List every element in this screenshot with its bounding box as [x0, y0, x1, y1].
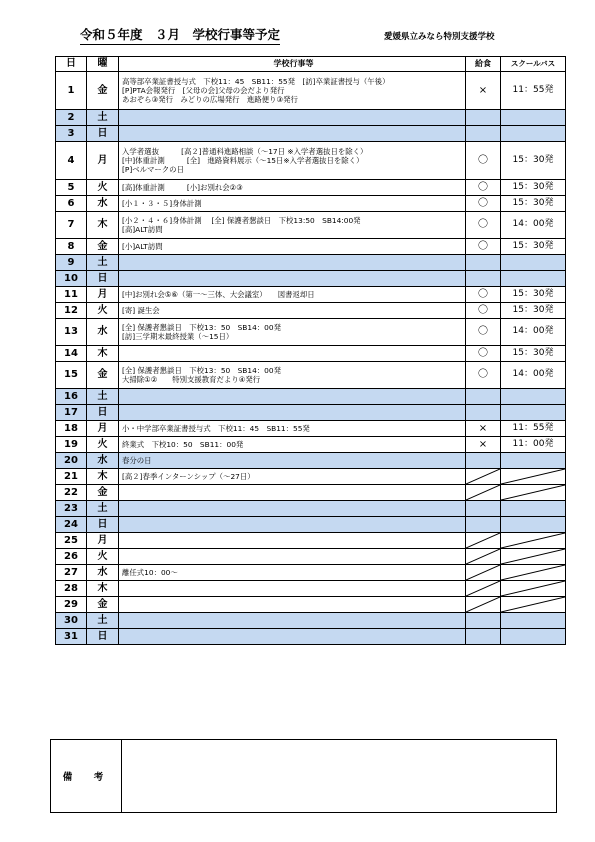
weekday: 火: [87, 549, 119, 565]
slash-mark: [466, 581, 500, 596]
weekday: 日: [87, 126, 119, 142]
slash-mark: [501, 565, 565, 580]
schedule-body: [56, 72, 566, 645]
weekday: 土: [87, 255, 119, 271]
event-line: 終業式 下校10：50 SB11：00発: [122, 439, 244, 449]
event-line: [訪]三学期末最終授業（～15日）: [122, 332, 234, 341]
schedule-row: [56, 581, 566, 597]
schedule-row: [56, 389, 566, 405]
lunch-mark: [466, 255, 501, 271]
weekday: 水: [87, 453, 119, 469]
events-cell: [119, 597, 466, 613]
event-line: [小１・３・５]身体計測: [122, 198, 202, 208]
lunch-mark: [466, 485, 501, 501]
events-cell: [119, 346, 466, 362]
slash-mark: [501, 549, 565, 564]
events-cell: [119, 362, 466, 389]
lunch-mark: 〇: [466, 212, 501, 239]
bus-time: 15：30発: [501, 196, 566, 212]
bus-time: [501, 453, 566, 469]
weekday: 月: [87, 421, 119, 437]
bus-time: [501, 485, 566, 501]
schedule-row: [56, 142, 566, 180]
weekday: 水: [87, 565, 119, 581]
slash-mark: [501, 581, 565, 596]
bus-time: 15：30発: [501, 303, 566, 319]
bus-time: [501, 629, 566, 645]
weekday: 火: [87, 437, 119, 453]
column-header-bus: スクールバス: [501, 57, 566, 72]
schedule-row: [56, 437, 566, 453]
schedule-row: [56, 72, 566, 110]
school-name: 愛媛県立みなら特別支援学校: [384, 32, 495, 42]
event-line: [中]お別れ会⑤⑥（第一～三体、大会議室） 図書返却日: [122, 289, 315, 299]
day-number: 4: [56, 142, 87, 180]
events-cell: [119, 389, 466, 405]
schedule-row: [56, 517, 566, 533]
notes-box: [50, 739, 557, 813]
events-cell: [119, 271, 466, 287]
bus-time: [501, 581, 566, 597]
event-line: 大掃除①② 特別支援教育だより④発行: [122, 375, 261, 384]
weekday: 木: [87, 212, 119, 239]
events-cell: [119, 613, 466, 629]
weekday: 火: [87, 180, 119, 196]
schedule-row: [56, 319, 566, 346]
day-number: 7: [56, 212, 87, 239]
lunch-mark: 〇: [466, 362, 501, 389]
lunch-mark: [466, 389, 501, 405]
event-line: [中]体重計測 [全] 進路資料展示（～15日※入学者選抜日を除く）: [122, 155, 364, 165]
weekday: 月: [87, 287, 119, 303]
schedule-row: [56, 271, 566, 287]
events-cell: [119, 469, 466, 485]
events-cell: [119, 303, 466, 319]
day-number: 31: [56, 629, 87, 645]
schedule-row: [56, 362, 566, 389]
schedule-table: [55, 56, 566, 645]
schedule-row: [56, 501, 566, 517]
day-number: 26: [56, 549, 87, 565]
schedule-row: [56, 180, 566, 196]
day-number: 13: [56, 319, 87, 346]
event-line: [高]ALT訪問: [122, 225, 163, 234]
bus-time: 14：00発: [501, 362, 566, 389]
schedule-row: [56, 212, 566, 239]
day-number: 15: [56, 362, 87, 389]
day-number: 19: [56, 437, 87, 453]
schedule-row: [56, 239, 566, 255]
day-number: 14: [56, 346, 87, 362]
lunch-mark: ×: [466, 421, 501, 437]
bus-time: [501, 549, 566, 565]
day-number: 25: [56, 533, 87, 549]
schedule-row: [56, 629, 566, 645]
day-number: 18: [56, 421, 87, 437]
day-number: 21: [56, 469, 87, 485]
events-cell: [119, 180, 466, 196]
day-number: 24: [56, 517, 87, 533]
schedule-row: [56, 126, 566, 142]
weekday: 土: [87, 110, 119, 126]
bus-time: [501, 405, 566, 421]
weekday: 月: [87, 142, 119, 180]
event-line: 離任式10：00～: [122, 567, 178, 577]
schedule-row: [56, 597, 566, 613]
column-header-events: 学校行事等: [119, 57, 466, 72]
day-number: 27: [56, 565, 87, 581]
event-line: [小]ALT訪問: [122, 241, 163, 251]
events-cell: [119, 517, 466, 533]
lunch-mark: 〇: [466, 346, 501, 362]
events-cell: [119, 421, 466, 437]
lunch-mark: [466, 597, 501, 613]
events-cell: [119, 196, 466, 212]
day-number: 12: [56, 303, 87, 319]
day-number: 22: [56, 485, 87, 501]
event-line: 高等部卒業証書授与式 下校11：45 SB11：55発 [訪]卒業証書授与（午後）: [122, 76, 390, 86]
events-cell: [119, 565, 466, 581]
weekday: 日: [87, 405, 119, 421]
weekday: 木: [87, 581, 119, 597]
weekday: 金: [87, 362, 119, 389]
lunch-mark: [466, 405, 501, 421]
schedule-row: [56, 453, 566, 469]
bus-time: 11：55発: [501, 72, 566, 110]
event-line: [全] 保護者懇談日 下校13：50 SB14：00発: [122, 365, 281, 375]
bus-time: [501, 613, 566, 629]
weekday: 土: [87, 613, 119, 629]
lunch-mark: 〇: [466, 180, 501, 196]
slash-mark: [466, 549, 500, 564]
events-cell: [119, 110, 466, 126]
column-header-lunch: 給食: [466, 57, 501, 72]
bus-time: [501, 533, 566, 549]
events-cell: [119, 142, 466, 180]
events-cell: [119, 501, 466, 517]
schedule-row: [56, 533, 566, 549]
weekday: 金: [87, 239, 119, 255]
weekday: 木: [87, 469, 119, 485]
day-number: 1: [56, 72, 87, 110]
events-cell: [119, 239, 466, 255]
lunch-mark: 〇: [466, 142, 501, 180]
page-title: 令和５年度 ３月 学校行事等予定: [80, 27, 280, 45]
schedule-row: [56, 405, 566, 421]
weekday: 木: [87, 346, 119, 362]
bus-time: 15：30発: [501, 239, 566, 255]
schedule-row: [56, 485, 566, 501]
weekday: 日: [87, 271, 119, 287]
bus-time: 15：30発: [501, 287, 566, 303]
schedule-row: [56, 421, 566, 437]
bus-time: 14：00発: [501, 319, 566, 346]
day-number: 9: [56, 255, 87, 271]
notes-label: 備 考: [51, 740, 122, 813]
weekday: 水: [87, 319, 119, 346]
events-cell: [119, 629, 466, 645]
events-cell: [119, 405, 466, 421]
lunch-mark: 〇: [466, 239, 501, 255]
event-line: [P]PTA会報発行 [父母の会]父母の会だより発行: [122, 85, 285, 95]
day-number: 3: [56, 126, 87, 142]
schedule-row: [56, 613, 566, 629]
lunch-mark: [466, 110, 501, 126]
schedule-row: [56, 255, 566, 271]
bus-time: 11：55発: [501, 421, 566, 437]
events-cell: [119, 485, 466, 501]
day-number: 6: [56, 196, 87, 212]
event-line: [高]体重計測 [小]お別れ会②③: [122, 182, 243, 192]
day-number: 20: [56, 453, 87, 469]
slash-mark: [466, 597, 500, 612]
slash-mark: [466, 469, 500, 484]
lunch-mark: [466, 581, 501, 597]
schedule-header-row: [56, 57, 566, 72]
bus-time: 11：00発: [501, 437, 566, 453]
events-cell: [119, 287, 466, 303]
event-line: 小・中学部卒業証書授与式 下校11：45 SB11：55発: [122, 423, 310, 433]
schedule-row: [56, 196, 566, 212]
event-line: あおぞら③発行 みどりの広場発行 進路便り③発行: [122, 95, 298, 105]
lunch-mark: [466, 517, 501, 533]
event-line: [寄] 誕生会: [122, 305, 160, 315]
slash-mark: [501, 533, 565, 548]
weekday: 金: [87, 597, 119, 613]
schedule-row: [56, 346, 566, 362]
bus-time: [501, 271, 566, 287]
slash-mark: [466, 565, 500, 580]
lunch-mark: ×: [466, 72, 501, 110]
bus-time: [501, 597, 566, 613]
events-cell: [119, 319, 466, 346]
notes-content: [122, 740, 557, 813]
bus-time: [501, 110, 566, 126]
column-header-day: 日: [56, 57, 87, 72]
event-line: [全] 保護者懇談日 下校13：50 SB14：00発: [122, 322, 281, 332]
day-number: 17: [56, 405, 87, 421]
slash-mark: [501, 485, 565, 500]
weekday: 土: [87, 501, 119, 517]
column-header-weekday: 曜: [87, 57, 119, 72]
weekday: 金: [87, 72, 119, 110]
schedule-row: [56, 287, 566, 303]
schedule-row: [56, 565, 566, 581]
events-cell: [119, 255, 466, 271]
event-line: [小２・４・６]身体計測 [全] 保護者懇談日 下校13:50 SB14:00発: [122, 215, 361, 225]
day-number: 29: [56, 597, 87, 613]
slash-mark: [501, 469, 565, 484]
lunch-mark: ×: [466, 437, 501, 453]
events-cell: [119, 549, 466, 565]
lunch-mark: [466, 549, 501, 565]
day-number: 23: [56, 501, 87, 517]
bus-time: 15：30発: [501, 180, 566, 196]
event-line: [高２]春季インターンシップ（～27日）: [122, 471, 255, 481]
weekday: 水: [87, 196, 119, 212]
lunch-mark: [466, 629, 501, 645]
day-number: 5: [56, 180, 87, 196]
weekday: 火: [87, 303, 119, 319]
lunch-mark: [466, 126, 501, 142]
lunch-mark: 〇: [466, 319, 501, 346]
slash-mark: [466, 533, 500, 548]
lunch-mark: 〇: [466, 287, 501, 303]
events-cell: [119, 72, 466, 110]
day-number: 16: [56, 389, 87, 405]
events-cell: [119, 453, 466, 469]
lunch-mark: [466, 533, 501, 549]
event-line: [P]ベルマークの日: [122, 165, 184, 175]
day-number: 30: [56, 613, 87, 629]
bus-time: [501, 517, 566, 533]
lunch-mark: [466, 271, 501, 287]
bus-time: [501, 126, 566, 142]
event-line: 春分の日: [122, 455, 152, 465]
slash-mark: [466, 485, 500, 500]
bus-time: [501, 501, 566, 517]
lunch-mark: [466, 469, 501, 485]
lunch-mark: [466, 565, 501, 581]
lunch-mark: [466, 501, 501, 517]
weekday: 日: [87, 629, 119, 645]
bus-time: 15：30発: [501, 346, 566, 362]
day-number: 28: [56, 581, 87, 597]
schedule-row: [56, 303, 566, 319]
day-number: 8: [56, 239, 87, 255]
events-cell: [119, 533, 466, 549]
lunch-mark: 〇: [466, 303, 501, 319]
event-line: 入学者選抜 [高２]普通科進路相談（～17日 ※入学者選抜日を除く）: [122, 146, 368, 156]
events-cell: [119, 581, 466, 597]
bus-time: [501, 389, 566, 405]
lunch-mark: [466, 613, 501, 629]
weekday: 土: [87, 389, 119, 405]
day-number: 2: [56, 110, 87, 126]
bus-time: 15：30発: [501, 142, 566, 180]
schedule-row: [56, 549, 566, 565]
lunch-mark: [466, 453, 501, 469]
events-cell: [119, 212, 466, 239]
weekday: 日: [87, 517, 119, 533]
lunch-mark: 〇: [466, 196, 501, 212]
day-number: 11: [56, 287, 87, 303]
bus-time: [501, 469, 566, 485]
bus-time: [501, 565, 566, 581]
weekday: 月: [87, 533, 119, 549]
slash-mark: [501, 597, 565, 612]
events-cell: [119, 437, 466, 453]
events-cell: [119, 126, 466, 142]
schedule-row: [56, 110, 566, 126]
bus-time: [501, 255, 566, 271]
bus-time: 14：00発: [501, 212, 566, 239]
schedule-row: [56, 469, 566, 485]
day-number: 10: [56, 271, 87, 287]
weekday: 金: [87, 485, 119, 501]
